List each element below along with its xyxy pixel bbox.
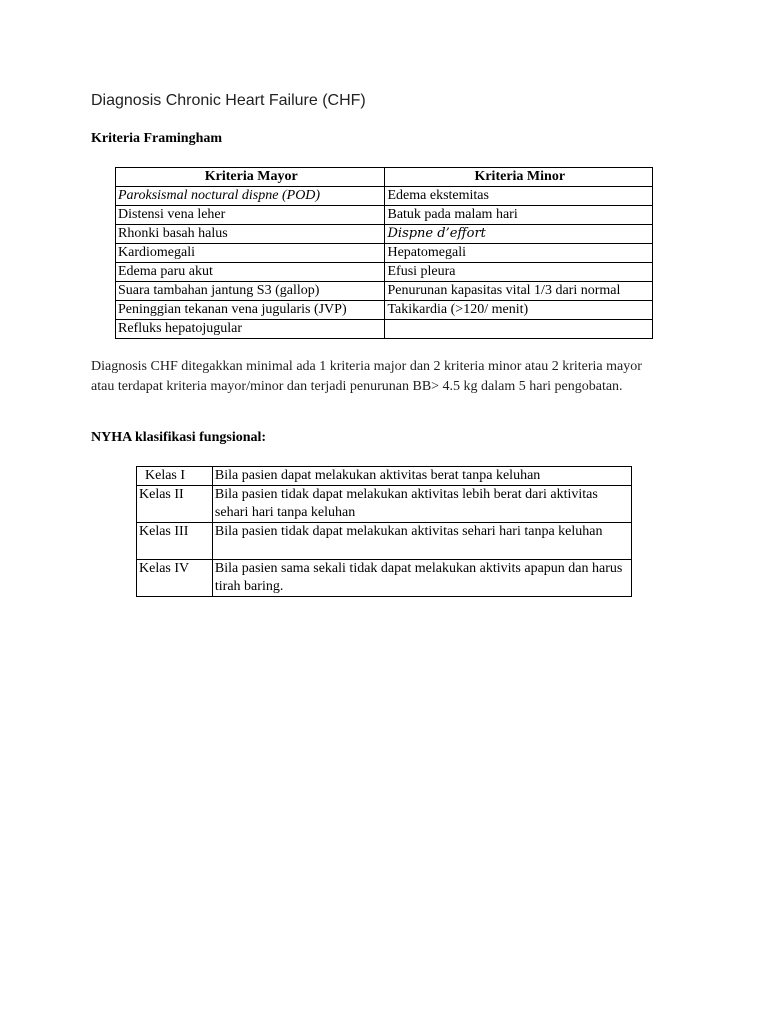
minor-cell: Batuk pada malam hari — [385, 206, 653, 225]
minor-cell: Takikardia (>120/ menit) — [385, 301, 653, 320]
minor-cell: Hepatomegali — [385, 244, 653, 263]
framingham-criteria-table — [115, 167, 653, 339]
column-header-minor: Kriteria Minor — [385, 168, 653, 187]
diagnosis-paragraph: Diagnosis CHF ditegakkan minimal ada 1 kriteria major dan 2 kriteria minor atau 2 kriteria mayor atau terdapat kriteria mayor/minor dan terjadi penurunan BB> 4.5 kg dalam 5 hari pengobatan. — [91, 359, 642, 394]
table-header-row — [116, 168, 653, 187]
mayor-cell: Kardiomegali — [116, 244, 385, 263]
minor-cell — [385, 320, 653, 339]
minor-cell: Penurunan kapasitas vital 1/3 dari normal — [385, 282, 653, 301]
table-row — [137, 467, 632, 486]
kelas-cell: Kelas I — [137, 467, 213, 486]
table-row — [116, 263, 653, 282]
nyha-heading: NYHA klasifikasi fungsional: — [91, 430, 267, 445]
table-row — [116, 225, 653, 244]
nyha-classification-table — [136, 466, 632, 597]
page-title: Diagnosis Chronic Heart Failure (CHF) — [91, 92, 366, 109]
minor-cell: Edema ekstemitas — [385, 187, 653, 206]
table-row — [137, 523, 632, 560]
table-row — [116, 187, 653, 206]
table-row — [116, 206, 653, 225]
column-header-mayor: Kriteria Mayor — [116, 168, 385, 187]
table-row — [116, 301, 653, 320]
mayor-cell: Distensi vena leher — [116, 206, 385, 225]
kelas-description-cell: Bila pasien dapat melakukan aktivitas berat tanpa keluhan — [212, 467, 631, 486]
kelas-cell: Kelas III — [137, 523, 213, 560]
kelas-description-cell: Bila pasien tidak dapat melakukan aktivitas lebih berat dari aktivitas sehari hari tanpa keluhan — [212, 486, 631, 523]
kelas-cell: Kelas II — [137, 486, 213, 523]
table-row — [116, 282, 653, 301]
mayor-cell: Peninggian tekanan vena jugularis (JVP) — [116, 301, 385, 320]
mayor-cell: Edema paru akut — [116, 263, 385, 282]
mayor-cell: Rhonki basah halus — [116, 225, 385, 244]
table-row — [137, 486, 632, 523]
kelas-description-cell: Bila pasien sama sekali tidak dapat melakukan aktivits apapun dan harus tirah baring. — [212, 560, 631, 597]
kelas-cell: Kelas IV — [137, 560, 213, 597]
table-row — [116, 320, 653, 339]
mayor-cell: Refluks hepatojugular — [116, 320, 385, 339]
framingham-heading: Kriteria Framingham — [91, 131, 223, 146]
minor-cell: Efusi pleura — [385, 263, 653, 282]
kelas-description-cell: Bila pasien tidak dapat melakukan aktivitas sehari hari tanpa keluhan — [212, 523, 631, 560]
table-row — [137, 560, 632, 597]
mayor-cell: Suara tambahan jantung S3 (gallop) — [116, 282, 385, 301]
table-row — [116, 244, 653, 263]
mayor-cell: Paroksismal noctural dispne (POD) — [116, 187, 385, 206]
minor-cell: Dispne d’effort — [385, 225, 653, 244]
